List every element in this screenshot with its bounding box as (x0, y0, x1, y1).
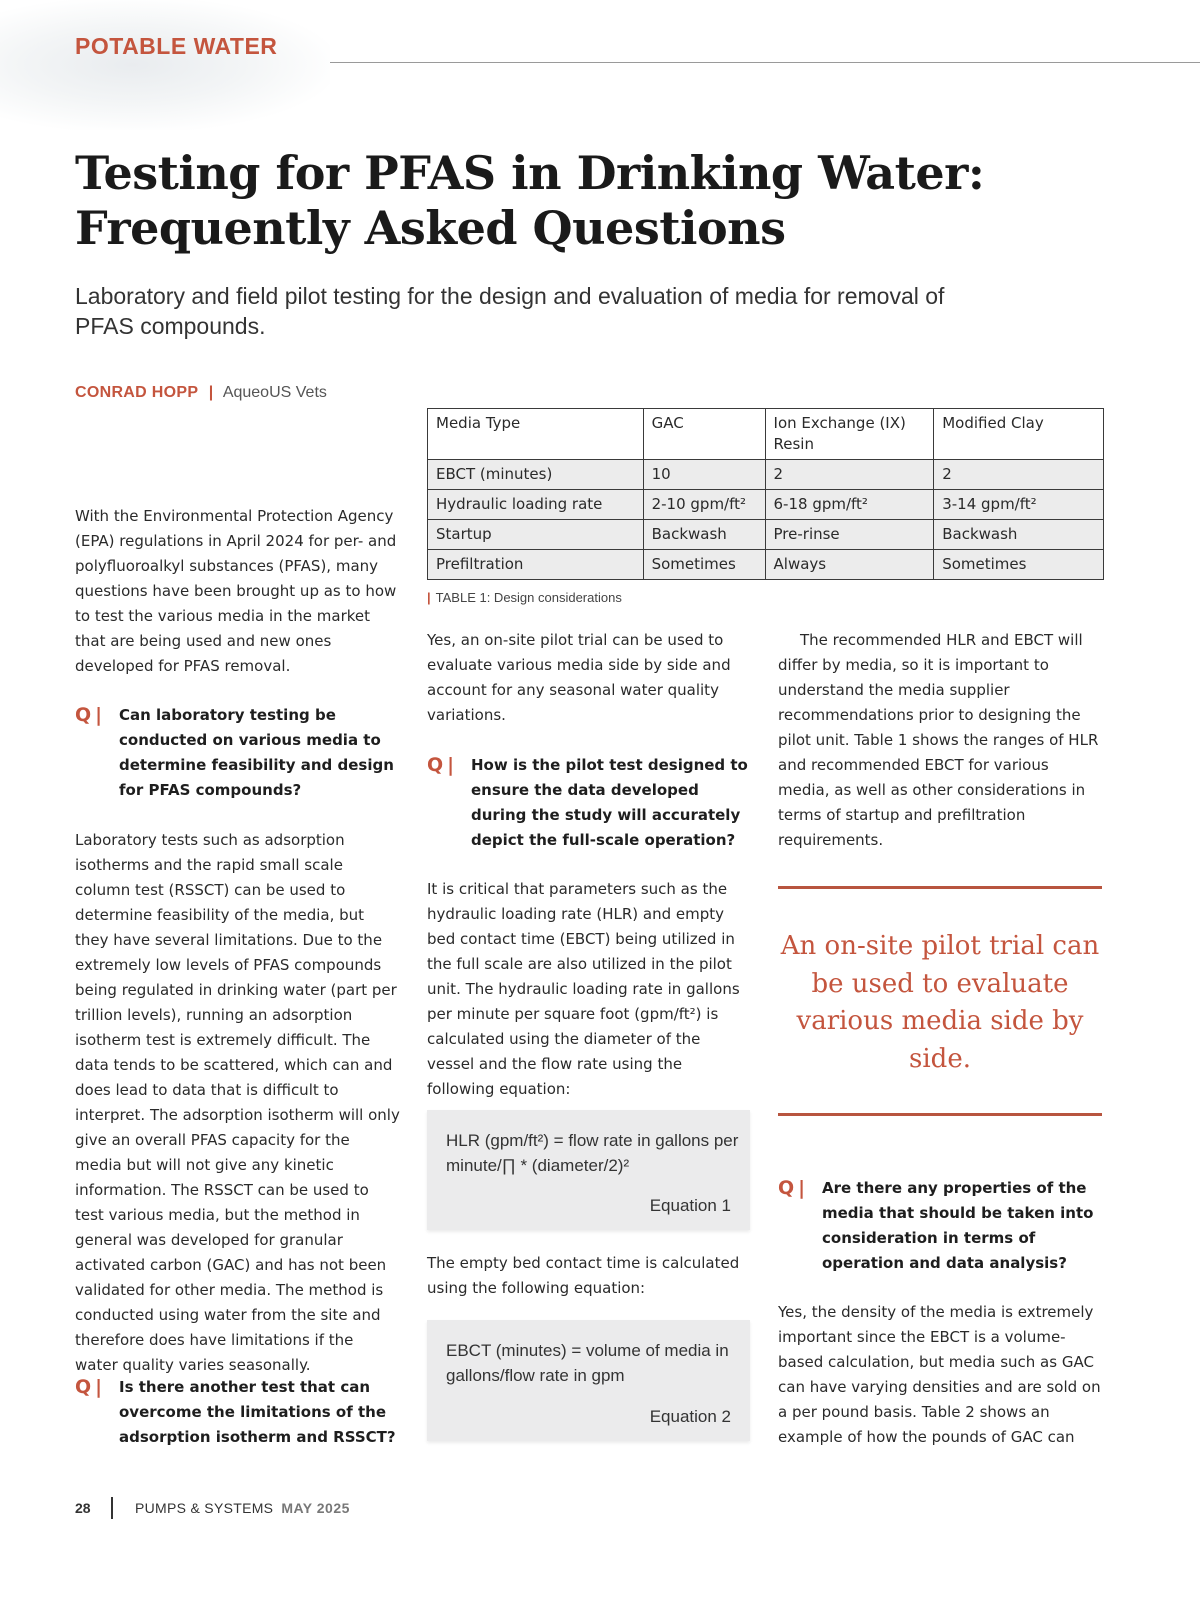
equation-1-text: HLR (gpm/ft²) = flow rate in gallons per minute/∏ * (diameter/2)² (446, 1131, 739, 1175)
equation-2-box (427, 1320, 750, 1441)
author-name: CONRAD HOPP (75, 384, 199, 401)
table-row (428, 490, 1104, 520)
author-organization: AqueoUS Vets (222, 384, 327, 401)
table-cell: 2 (934, 460, 1104, 490)
table-header-cell: GAC (643, 409, 765, 460)
equation-1-box (427, 1110, 750, 1230)
question-marker: Q | (778, 1177, 806, 1199)
table-cell: Hydraulic loading rate (428, 490, 644, 520)
table-cell: 2-10 gpm/ft² (643, 490, 765, 520)
section-label: POTABLE WATER (75, 33, 278, 59)
table-cell: Startup (428, 520, 644, 550)
answer-4-paragraph: Yes, the density of the media is extremely important since the EBCT is a volume-based calculation, but media such as GAC can have varying densities and are sold on a per pound basis. Table 2 shows an example of how the pounds of GAC can (778, 1303, 1101, 1446)
header-rule (330, 62, 1200, 63)
table-cell: 3-14 gpm/ft² (934, 490, 1104, 520)
table-cell: Prefiltration (428, 550, 644, 580)
table-row (428, 550, 1104, 580)
table-cell: Sometimes (643, 550, 765, 580)
equation-2-label: Equation 2 (649, 1407, 731, 1426)
question-marker: Q | (75, 704, 103, 726)
table-cell: Pre-rinse (765, 520, 934, 550)
question-text: Are there any properties of the media that should be taken into consideration in terms of operation and data analysis? (822, 1179, 1094, 1272)
answer-3-paragraph: It is critical that parameters such as the hydraulic loading rate (HLR) and empty bed contact time (EBCT) being utilized in the full scale are also utilized in the pilot unit. The hydraulic loading rate in gallons per minute per square foot (gpm/ft²) is calculated using the diameter of the vessel and the flow rate using the following equation: (427, 880, 740, 1098)
article-subtitle: Laboratory and field pilot testing for the design and evaluation of media for removal of PFAS compounds. (75, 283, 945, 339)
table-cell: Backwash (934, 520, 1104, 550)
intro-paragraph: With the Environmental Protection Agency (EPA) regulations in April 2024 for per- and polyfluoroalkyl substances (PFAS), many questions have been brought up as to how to test the various media in the market that are being used and new ones developed for PFAS removal. (75, 507, 397, 675)
ebct-intro-paragraph: The empty bed contact time is calculated using the following equation: (427, 1254, 740, 1297)
byline (75, 384, 327, 402)
byline-separator: | (208, 384, 214, 401)
table-header-cell: Modified Clay (934, 409, 1104, 460)
page-footer (75, 1497, 350, 1519)
page-number: 28 (75, 1500, 91, 1516)
publication-name: PUMPS & SYSTEMS (135, 1500, 274, 1516)
water-splash-image (0, 0, 330, 130)
caption-text: TABLE 1: Design considerations (435, 590, 622, 605)
table-header-cell: Ion Exchange (IX) Resin (765, 409, 934, 460)
table-row (428, 460, 1104, 490)
table-cell: Always (765, 550, 934, 580)
table-cell: Backwash (643, 520, 765, 550)
design-considerations-table (427, 408, 1104, 580)
footer-divider (111, 1497, 113, 1519)
table-row (428, 520, 1104, 550)
publication-issue: MAY 2025 (281, 1500, 350, 1516)
title-line-1: Testing for PFAS in Drinking Water: (75, 146, 985, 200)
title-line-2: Frequently Asked Questions (75, 201, 786, 255)
answer-2-paragraph: Yes, an on-site pilot trial can be used to evaluate various media side by side and account for any seasonal water quality variations. (427, 631, 731, 724)
table-caption (427, 590, 622, 605)
table-cell: EBCT (minutes) (428, 460, 644, 490)
table-cell: 6-18 gpm/ft² (765, 490, 934, 520)
media-recommendation-paragraph: The recommended HLR and EBCT will differ by media, so it is important to understand the media supplier recommendations prior to designing the pilot unit. Table 1 shows the ranges of HLR and recommended EBCT for various media, as well as other considerations in terms of startup and prefiltration requirements. (778, 631, 1099, 849)
question-3 (427, 753, 752, 853)
answer-1-paragraph: Laboratory tests such as adsorption isotherms and the rapid small scale column test (RSSCT) can be used to determine feasibility of the media, but they have several limitations. Due to the extremely low levels of PFAS compounds being regulated in drinking water (part per trillion levels), running an adsorption isotherm test is extremely difficult. The data tends to be scattered, which can and does lead to data that is difficult to interpret. The adsorption isotherm will only give an overall PFAS capacity for the media but will not give any kinetic information. The RSSCT can be used to test various media, but the method in general was developed for granular activated carbon (GAC) and has not been validated for other media. The method is conducted using water from the site and therefore does have limitations if the water quality varies seasonally. (75, 831, 400, 1374)
question-text: Is there another test that can overcome the limitations of the adsorption isotherm and RSSCT? (119, 1378, 396, 1446)
question-1 (75, 703, 400, 803)
table-cell: 2 (765, 460, 934, 490)
question-2 (75, 1375, 400, 1450)
pull-quote-top-rule (778, 886, 1102, 889)
equation-1-label: Equation 1 (649, 1196, 731, 1215)
caption-bar: | (427, 590, 431, 605)
question-text: Can laboratory testing be conducted on various media to determine feasibility and design for PFAS compounds? (119, 706, 394, 799)
table-header-cell: Media Type (428, 409, 644, 460)
table-cell: Sometimes (934, 550, 1104, 580)
pull-quote: An on-site pilot trial can be used to evaluate various media side by side. (780, 931, 1100, 1074)
table-header-row (428, 409, 1104, 460)
question-marker: Q | (75, 1376, 103, 1398)
article-title (75, 146, 1075, 256)
pull-quote-bottom-rule (778, 1113, 1102, 1116)
question-4 (778, 1176, 1104, 1276)
equation-2-text: EBCT (minutes) = volume of media in gallons/flow rate in gpm (446, 1341, 729, 1385)
question-text: How is the pilot test designed to ensure the data developed during the study will accurately depict the full-scale operation? (471, 756, 748, 849)
table-cell: 10 (643, 460, 765, 490)
question-marker: Q | (427, 754, 455, 776)
